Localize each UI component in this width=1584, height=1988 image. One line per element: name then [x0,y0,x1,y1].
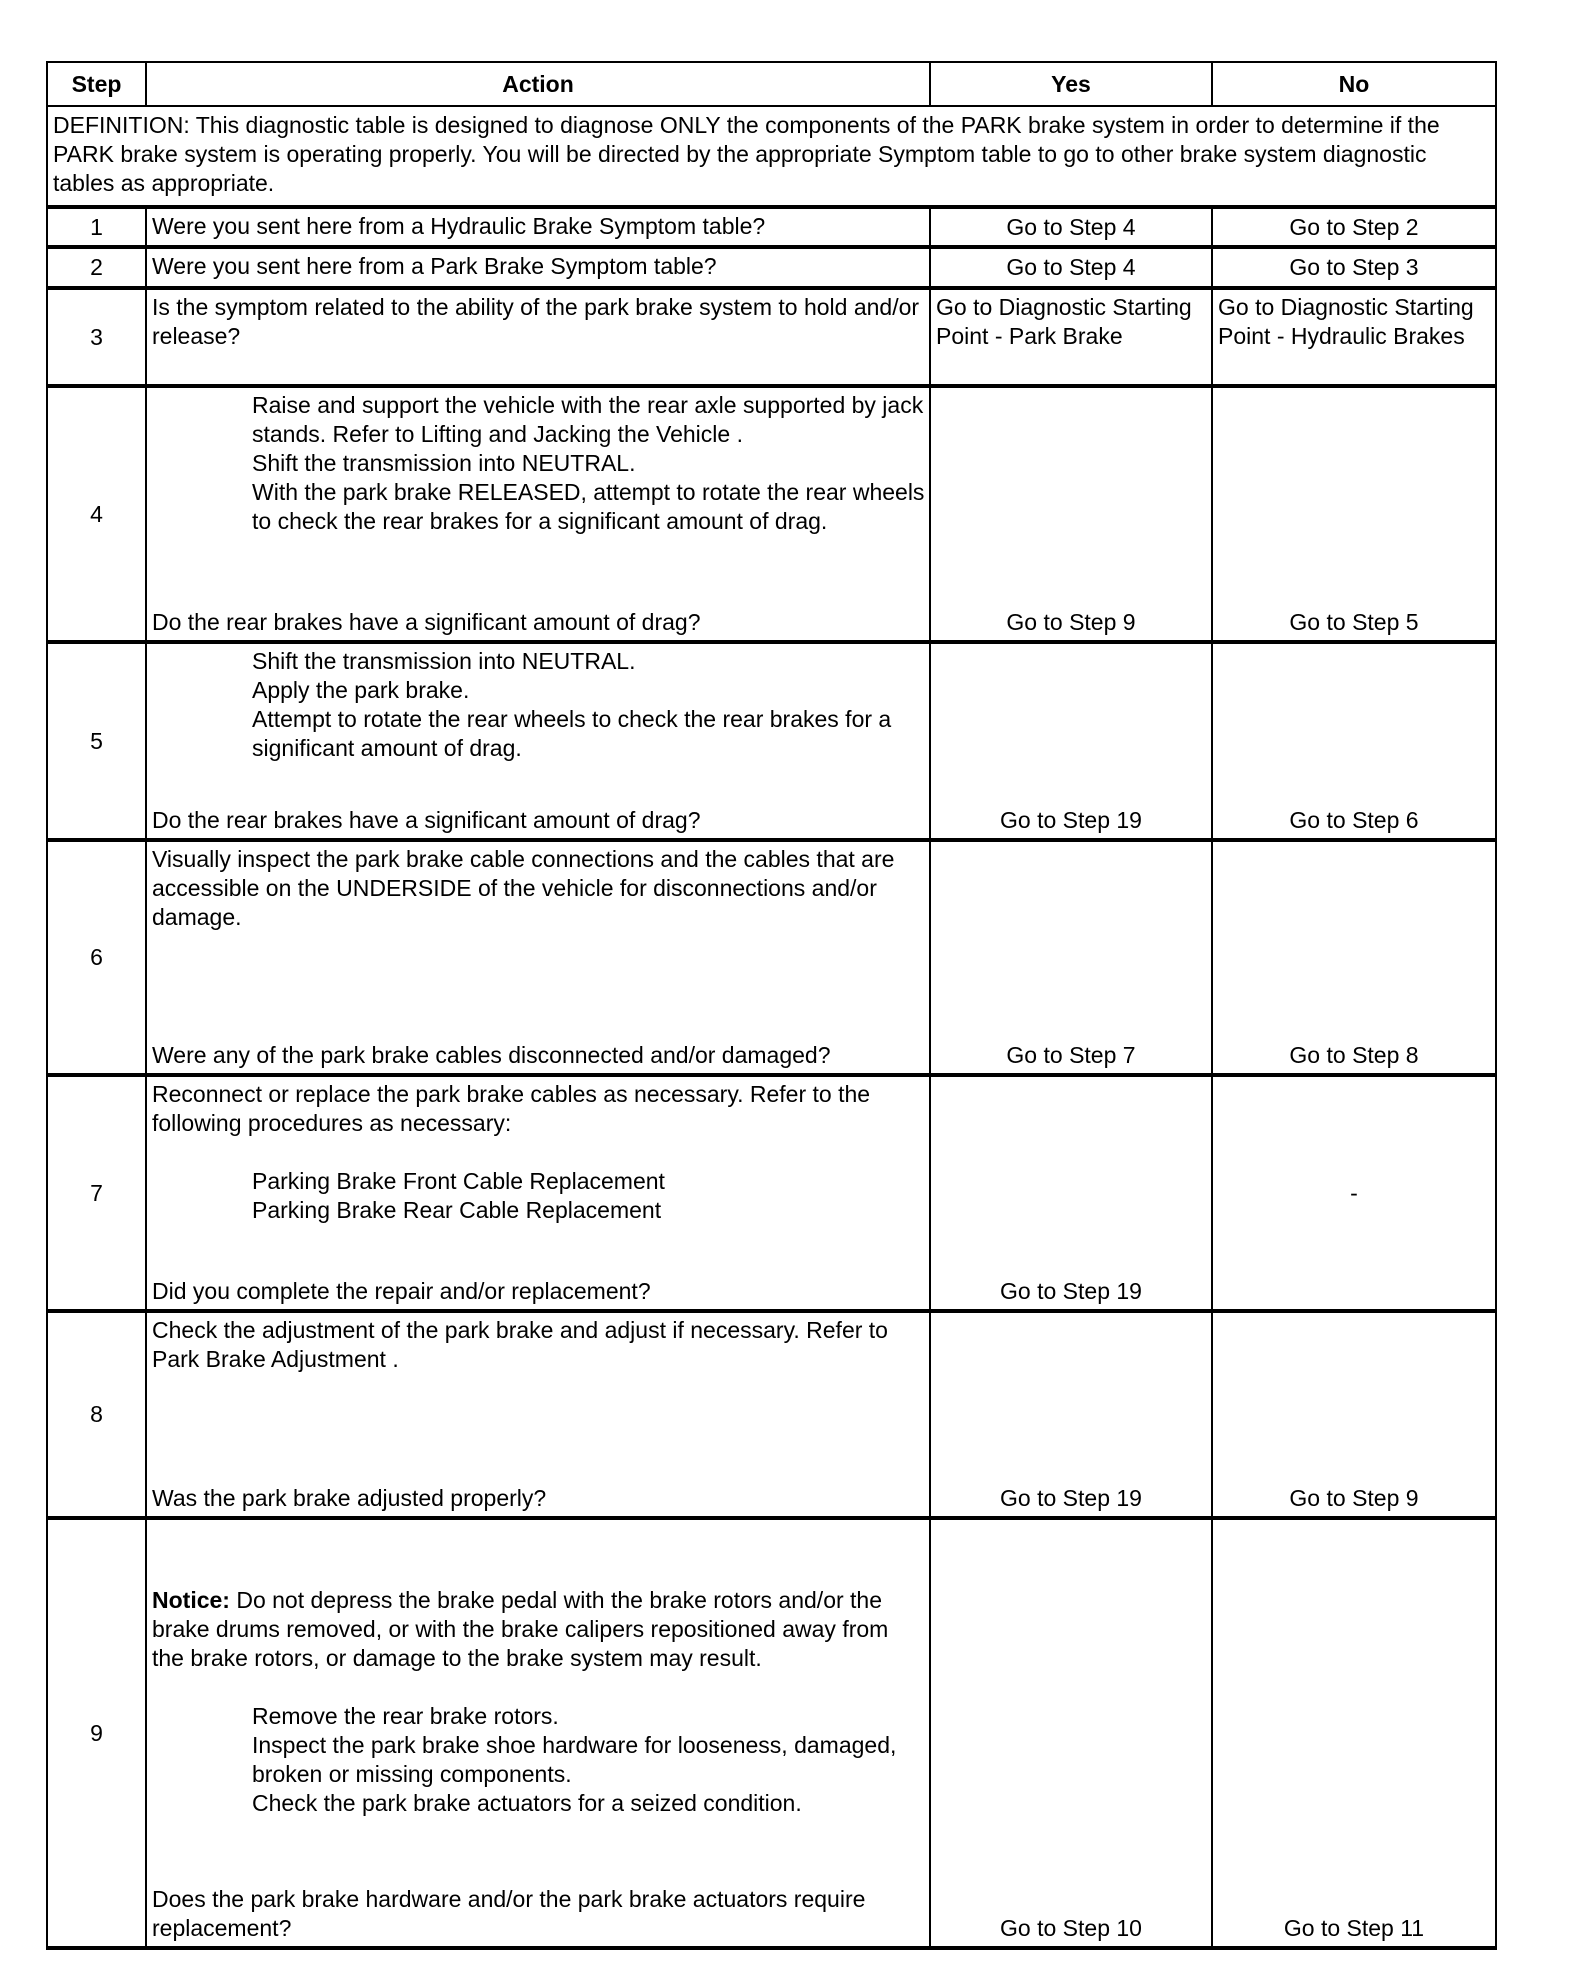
step-no-link[interactable]: Go to Step 9 [1289,1485,1419,1511]
step-text: Check the adjustment of the park brake and adjust if necessary. Refer to Park Brake Adjustment . [152,1317,888,1372]
notice [152,1586,925,1673]
step-yes-link[interactable]: Go to Step 19 [931,1313,1213,1516]
header-yes: Yes [931,63,1213,105]
step-no-link[interactable]: Go to Step 5 [1289,609,1419,635]
procedure-link[interactable]: Parking Brake Rear Cable Replacement [252,1197,662,1223]
instruction: Remove the rear brake rotors. [252,1703,559,1729]
definition-text: DEFINITION: This diagnostic table is designed to diagnose ONLY the components of the PARK brake system in order to determine if the PARK brake system is operating properly. You will be directed by the appropriate Symptom table to go to other brake system diagnostic tables as appropriate. [53,112,1440,196]
step-yes-link[interactable]: Go to Step 7 [931,842,1213,1073]
step-text: Reconnect or replace the park brake cables as necessary. Refer to the following procedures as necessary: [152,1081,871,1136]
step-yes-link[interactable]: Go to Step 19 [931,644,1213,838]
table-row [46,640,1497,838]
definition-row [46,105,1497,205]
instruction: Raise and support the vehicle with the rear axle supported by jack stands. Refer to Lifting and Jacking the Vehicle . [252,392,924,447]
table-row [46,384,1497,640]
step-action [147,644,931,838]
step-question: Do the rear brakes have a significant amount of drag? [152,807,701,833]
step-question: Was the park brake adjusted properly? [152,1485,547,1511]
step-no-link: - [1350,1179,1358,1206]
step-action [147,1313,931,1516]
step-question: Were any of the park brake cables disconnected and/or damaged? [152,1042,831,1068]
instruction: Shift the transmission into NEUTRAL. [252,450,636,476]
step-action [147,1520,931,1946]
instruction: Shift the transmission into NEUTRAL. [252,648,636,674]
instruction: With the park brake RELEASED, attempt to rotate the rear wheels to check the rear brakes for a significant amount of drag. [252,479,925,534]
step-no-link[interactable]: Go to Step 3 [1289,254,1419,280]
step-action: Were you sent here from a Park Brake Symptom table? [147,249,931,286]
step-yes-link[interactable]: Go to Step 19 [931,1077,1213,1309]
step-number: 5 [48,644,147,838]
header-step: Step [48,63,147,105]
step-no-link[interactable]: Go to Step 6 [1289,807,1419,833]
step-action [147,842,931,1073]
step-yes-link[interactable]: Go to Step 4 [931,249,1213,286]
step-number: 4 [48,388,147,640]
step-no-link[interactable]: Go to Step 8 [1289,1042,1419,1068]
step-question: Did you complete the repair and/or replacement? [152,1278,651,1304]
step-number: 7 [48,1077,147,1309]
step-yes-link[interactable]: Go to Step 4 [931,209,1213,245]
step-yes-link[interactable]: Go to Step 9 [931,388,1213,640]
table-row [46,1309,1497,1516]
table-row [46,205,1497,245]
notice-label: Notice: [152,1587,230,1613]
step-no-link[interactable]: Go to Diagnostic Starting Point - Hydraulic Brakes [1218,294,1474,349]
step-number: 8 [48,1313,147,1516]
step-number: 2 [48,249,147,286]
header-action: Action [147,63,931,105]
step-no-link[interactable]: Go to Step 11 [1283,1915,1425,1941]
instruction: Attempt to rotate the rear wheels to check the rear brakes for a significant amount of drag. [252,706,892,761]
step-action [147,1077,931,1309]
step-number: 3 [48,290,147,384]
table-row [46,838,1497,1073]
table-header-row [46,61,1497,105]
table-row [46,286,1497,384]
table-row [46,245,1497,286]
step-action [147,388,931,640]
table-row [46,1073,1497,1309]
step-number: 9 [48,1520,147,1946]
step-action: Is the symptom related to the ability of the park brake system to hold and/or release? [147,290,931,384]
step-text: Visually inspect the park brake cable connections and the cables that are accessible on the UNDERSIDE of the vehicle for disconnections and/or damage. [152,846,895,930]
procedure-link[interactable]: Parking Brake Front Cable Replacement [252,1168,665,1194]
table-row [46,1516,1497,1950]
step-yes-link[interactable]: Go to Step 10 [931,1520,1213,1946]
instruction: Inspect the park brake shoe hardware for looseness, damaged, broken or missing components. [252,1732,897,1787]
instruction: Check the park brake actuators for a seized condition. [252,1790,802,1816]
step-no-link[interactable]: Go to Step 2 [1289,213,1419,240]
step-number: 6 [48,842,147,1073]
step-question: Does the park brake hardware and/or the park brake actuators require replacement? [152,1886,866,1941]
step-action: Were you sent here from a Hydraulic Brake Symptom table? [147,209,931,245]
step-question: Do the rear brakes have a significant amount of drag? [152,609,701,635]
step-yes-link[interactable]: Go to Diagnostic Starting Point - Park Brake [931,290,1213,384]
instruction: Apply the park brake. [252,677,470,703]
step-number: 1 [48,209,147,245]
notice-text: Do not depress the brake pedal with the brake rotors and/or the brake drums removed, or with the brake calipers repositioned away from the brake rotors, or damage to the brake system may result. [152,1587,889,1671]
header-no: No [1338,70,1370,97]
